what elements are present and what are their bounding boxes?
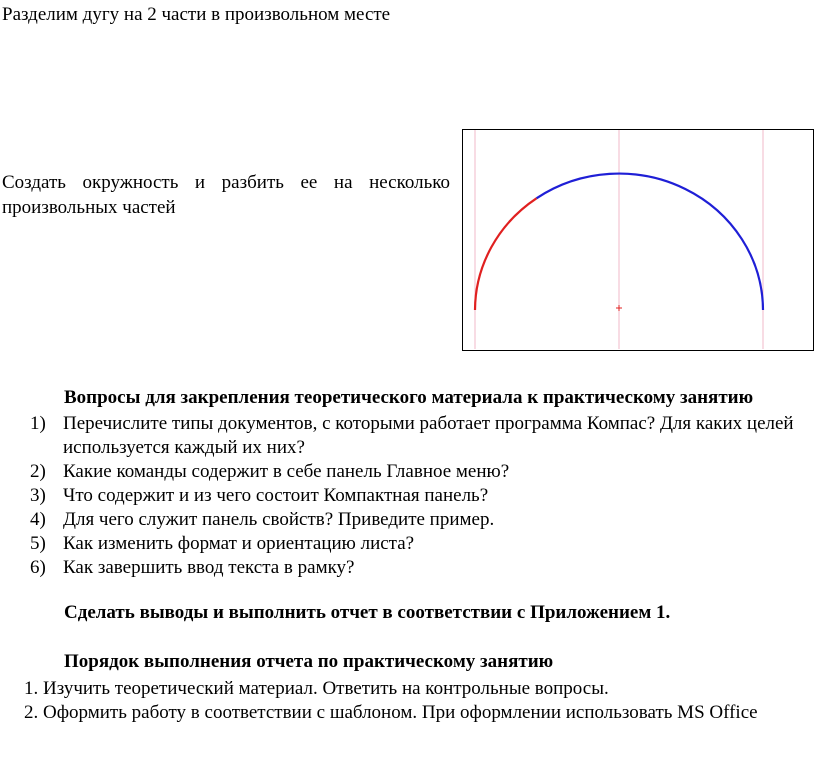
question-number: 1) (30, 413, 46, 434)
question-text: Какие команды содержит в себе панель Главное меню? (63, 461, 510, 482)
question-number: 2) (30, 461, 46, 482)
arc-drawing (463, 130, 812, 349)
question-text: Что содержит и из чего состоит Компактная панель? (63, 485, 489, 506)
question-number: 5) (30, 533, 46, 554)
question-text: Для чего служит панель свойств? Приведите пример. (63, 509, 495, 530)
questions-list (0, 412, 816, 580)
report-steps (24, 677, 814, 725)
report-heading: Порядок выполнения отчета по практическому занятию (64, 651, 554, 672)
question-item (0, 484, 816, 508)
question-item (0, 532, 816, 556)
question-item (0, 508, 816, 532)
question-number: 3) (30, 485, 46, 506)
arc-blue-segment (537, 174, 764, 310)
question-item (0, 556, 816, 580)
question-number: 6) (30, 557, 46, 578)
question-item (0, 460, 816, 484)
question-number: 4) (30, 509, 46, 530)
questions-heading: Вопросы для закрепления теоретического материала к практическому занятию (64, 387, 754, 408)
center-mark-icon (616, 305, 622, 311)
report-step: 1. Изучить теоретический материал. Ответить на контрольные вопросы. (24, 678, 609, 699)
question-text: Как завершить ввод текста в рамку? (63, 557, 355, 578)
question-item (0, 412, 816, 460)
intro-line: Разделим дугу на 2 части в произвольном месте (2, 4, 391, 25)
report-step: 2. Оформить работу в соответствии с шаблоном. При оформлении использовать MS Office (24, 702, 758, 723)
arc-figure (462, 129, 814, 351)
question-text: Перечислите типы документов, с которыми работает программа Компас? Для каких целей используется каждый их них? (63, 413, 794, 458)
question-text: Как изменить формат и ориентацию листа? (63, 533, 415, 554)
conclusion-text: Сделать выводы и выполнить отчет в соответствии с Приложением 1. (64, 602, 671, 623)
arc-red-segment (475, 198, 537, 310)
task-paragraph: Создать окружность и разбить ее на несколько произвольных частей (2, 172, 450, 218)
